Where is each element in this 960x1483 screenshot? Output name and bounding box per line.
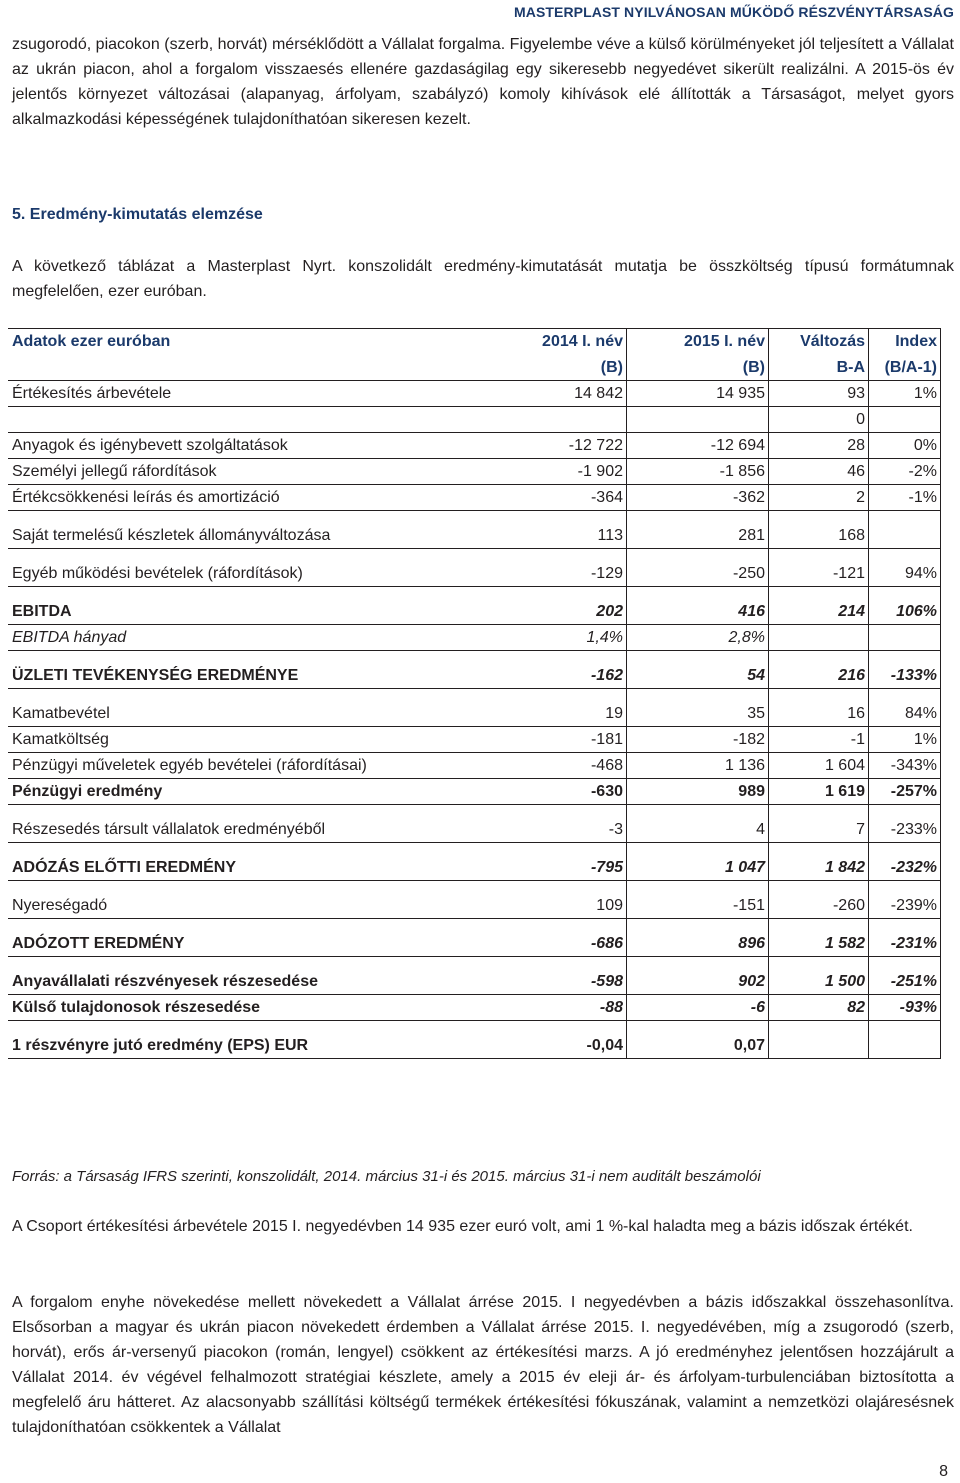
header-cell-2014: 2014 I. név [485,329,627,355]
row-value-cell: -181 [485,727,627,753]
table-row [9,753,941,779]
row-value-cell: 1,4% [485,625,627,651]
row-value-cell: 4 [627,817,769,843]
spacer-cell [769,843,869,855]
spacer-cell [485,881,627,893]
table-row [9,817,941,843]
table-row [9,931,941,957]
spacer-cell [769,805,869,817]
spacer-cell [485,805,627,817]
spacer-cell [485,919,627,931]
row-value-cell: -231% [869,931,941,957]
row-value-cell: 1 582 [769,931,869,957]
row-value-cell: 0 [769,407,869,433]
spacer-cell [627,587,769,599]
row-label-cell: Nyereségadó [9,893,485,919]
row-value-cell: 2 [769,485,869,511]
table-subheader-row [9,355,941,381]
row-label-cell: Értékcsökkenési leírás és amortizáció [9,485,485,511]
row-value-cell: -364 [485,485,627,511]
row-value-cell: 896 [627,931,769,957]
row-value-cell: -12 722 [485,433,627,459]
row-value-cell: -251% [869,969,941,995]
row-value-cell: -1 856 [627,459,769,485]
intro-paragraph: zsugorodó, piacokon (szerb, horvát) mérséklődött a Vállalat forgalma. Figyelembe véve a külső körülményeket jól teljesített a Vállalat az ukrán piacon, ahol a forgalom visszaesés ellenére gazdaságilag egy sikeresebb negyedévet sikerült realizálni. A 2015-ös év jelentős környezet változásai (alapanyag, árfolyam, szabályzó) komoly kihívások elé állították a Társaságot, melyet gyors alkalmazkodási képességének tulajdoníthatóan sikeresen kezelt. [12,36,954,128]
spacer-cell [869,587,941,599]
row-label-cell [9,407,485,433]
spacer-cell [485,957,627,969]
row-label-cell: Kamatköltség [9,727,485,753]
section-title: 5. Eredmény-kimutatás elemzése [12,206,263,223]
spacer-cell [769,549,869,561]
row-value-cell: -6 [627,995,769,1021]
row-value-cell: 902 [627,969,769,995]
spacer-cell [9,805,485,817]
spacer-cell [627,843,769,855]
section-lead-paragraph: A következő táblázat a Masterplast Nyrt. konszolidált eredmény-kimutatását mutatja be összköltség típusú formátumnak megfelelően, ezer euróban. [12,258,954,300]
source-note: Forrás: a Társaság IFRS szerinti, konszolidált, 2014. március 31-i és 2015. március 31-i nem auditált beszámolói [12,1168,761,1185]
row-label-cell: EBITDA hányad [9,625,485,651]
row-value-cell: -795 [485,855,627,881]
header-cell-2015: 2015 I. név [627,329,769,355]
row-label-cell: EBITDA [9,599,485,625]
table-row [9,779,941,805]
table-row [9,663,941,689]
spacer-cell [485,1021,627,1033]
header-cell-label: Adatok ezer euróban [9,329,485,355]
row-label-cell: Pénzügyi műveletek egyéb bevételei (ráfordításai) [9,753,485,779]
spacer-cell [9,651,485,663]
row-value-cell: -260 [769,893,869,919]
row-value-cell: 54 [627,663,769,689]
spacer-cell [869,881,941,893]
row-label-cell: ADÓZÁS ELŐTTI EREDMÉNY [9,855,485,881]
table-row [9,459,941,485]
spacer-cell [869,511,941,523]
row-value-cell: 14 842 [485,381,627,407]
spacer-row [9,843,941,855]
row-label-cell: Saját termelésű készletek állományváltozása [9,523,485,549]
row-value-cell: 1 500 [769,969,869,995]
table-row [9,969,941,995]
spacer-cell [485,587,627,599]
table-body [9,381,941,1059]
spacer-cell [769,881,869,893]
row-value-cell: 989 [627,779,769,805]
row-value-cell: 202 [485,599,627,625]
row-value-cell [627,407,769,433]
row-value-cell: 2,8% [627,625,769,651]
spacer-row [9,1021,941,1033]
table-row [9,561,941,587]
spacer-cell [627,881,769,893]
spacer-row [9,957,941,969]
row-value-cell: -129 [485,561,627,587]
spacer-cell [769,689,869,701]
spacer-cell [485,549,627,561]
row-value-cell: 1% [869,727,941,753]
row-value-cell: 168 [769,523,869,549]
row-value-cell: 416 [627,599,769,625]
spacer-cell [869,957,941,969]
spacer-row [9,881,941,893]
row-value-cell: 216 [769,663,869,689]
spacer-cell [769,651,869,663]
row-value-cell: 16 [769,701,869,727]
row-value-cell [869,523,941,549]
spacer-cell [485,511,627,523]
spacer-cell [627,957,769,969]
row-value-cell: 0% [869,433,941,459]
row-label-cell: ADÓZOTT EREDMÉNY [9,931,485,957]
table-row [9,485,941,511]
row-label-cell: Anyavállalati részvényesek részesedése [9,969,485,995]
spacer-row [9,689,941,701]
spacer-cell [869,805,941,817]
spacer-cell [627,511,769,523]
spacer-cell [9,843,485,855]
spacer-cell [9,511,485,523]
subheader-cell: (B/A-1) [869,355,941,381]
row-label-cell: Kamatbevétel [9,701,485,727]
spacer-row [9,511,941,523]
row-value-cell: 7 [769,817,869,843]
row-value-cell: 1 604 [769,753,869,779]
row-label-cell: 1 részvényre jutó eredmény (EPS) EUR [9,1033,485,1059]
row-label-cell: Külső tulajdonosok részesedése [9,995,485,1021]
row-value-cell: 84% [869,701,941,727]
spacer-cell [9,957,485,969]
row-value-cell: -343% [869,753,941,779]
spacer-row [9,549,941,561]
row-value-cell: 106% [869,599,941,625]
row-value-cell: -233% [869,817,941,843]
row-value-cell: -182 [627,727,769,753]
spacer-cell [869,843,941,855]
row-value-cell: 94% [869,561,941,587]
row-label-cell: Személyi jellegű ráfordítások [9,459,485,485]
table-row [9,599,941,625]
row-value-cell: -133% [869,663,941,689]
row-value-cell: 1% [869,381,941,407]
row-value-cell: 93 [769,381,869,407]
row-label-cell: Részesedés társult vállalatok eredményéből [9,817,485,843]
row-value-cell: -598 [485,969,627,995]
row-value-cell: -93% [869,995,941,1021]
spacer-cell [627,651,769,663]
row-value-cell: -12 694 [627,433,769,459]
spacer-cell [9,881,485,893]
spacer-cell [9,919,485,931]
row-label-cell: Értékesítés árbevétele [9,381,485,407]
row-value-cell: -3 [485,817,627,843]
subheader-cell: B-A [769,355,869,381]
spacer-cell [869,651,941,663]
row-value-cell: -2% [869,459,941,485]
page-number: 8 [939,1463,948,1480]
subheader-cell [9,355,485,381]
table-row [9,381,941,407]
row-value-cell: 1 136 [627,753,769,779]
table-header-row [9,329,941,355]
table-row [9,893,941,919]
row-value-cell: 14 935 [627,381,769,407]
row-value-cell: -0,04 [485,1033,627,1059]
table-row [9,727,941,753]
row-value-cell: -630 [485,779,627,805]
row-value-cell [869,625,941,651]
revenue-paragraph: A Csoport értékesítési árbevétele 2015 I. negyedévben 14 935 ezer euró volt, ami 1 %-kal haladta meg a bázis időszak értékét. [12,1218,913,1235]
header-cell-index: Index [869,329,941,355]
row-value-cell: 281 [627,523,769,549]
spacer-cell [869,1021,941,1033]
spacer-cell [769,587,869,599]
table-row [9,855,941,881]
table-row [9,995,941,1021]
row-value-cell: -1 902 [485,459,627,485]
income-statement-table [8,328,941,1059]
spacer-row [9,587,941,599]
row-value-cell: 19 [485,701,627,727]
margin-paragraph: A forgalom enyhe növekedése mellett növekedett a Vállalat árrése 2015. I negyedévben a bázis időszakkal összehasonlítva. Elsősorban a magyar és ukrán piacon növekedett érdemben a Vállalat árrése 2015. I. negyedévében, míg a zsugorodó (szerb, horvát), erős ár-versenyű piacokon (román, lengyel) csökkent az értékesítési marzs. A jó eredményhez jelentősen hozzájárult a Vállalat 2014. év végével felhalmozott stratégiai készlete, amely a 2015 év eleji ár- és árfolyam-turbulenciában biztosította a megfelelő áru hátteret. Az alacsonyabb szállítási költségű termékek értékesítési fókuszának, valamint a nemzetközi olajáresésnek tulajdoníthatóan csökkentek a Vállalat [12,1294,954,1436]
spacer-cell [485,843,627,855]
row-value-cell: 82 [769,995,869,1021]
spacer-cell [769,511,869,523]
table-row [9,407,941,433]
spacer-cell [627,805,769,817]
subheader-cell: (B) [627,355,769,381]
row-value-cell: -257% [869,779,941,805]
row-value-cell: 214 [769,599,869,625]
row-value-cell: -239% [869,893,941,919]
row-value-cell: -1 [769,727,869,753]
spacer-cell [9,689,485,701]
row-value-cell: 109 [485,893,627,919]
row-label-cell: Anyagok és igénybevett szolgáltatások [9,433,485,459]
table-row [9,1033,941,1059]
subheader-cell: (B) [485,355,627,381]
row-value-cell [869,1033,941,1059]
row-value-cell: -686 [485,931,627,957]
row-label-cell: Egyéb működési bevételek (ráfordítások) [9,561,485,587]
row-value-cell: -151 [627,893,769,919]
table-row [9,523,941,549]
spacer-cell [769,1021,869,1033]
spacer-cell [627,1021,769,1033]
spacer-cell [769,919,869,931]
row-value-cell: -468 [485,753,627,779]
row-value-cell: -121 [769,561,869,587]
row-value-cell: -250 [627,561,769,587]
row-value-cell: 46 [769,459,869,485]
row-value-cell: 35 [627,701,769,727]
spacer-cell [769,957,869,969]
spacer-cell [627,919,769,931]
spacer-row [9,651,941,663]
row-label-cell: Pénzügyi eredmény [9,779,485,805]
running-header: MASTERPLAST NYILVÁNOSAN MŰKÖDŐ RÉSZVÉNYTÁRSASÁG [513,4,954,20]
spacer-cell [627,549,769,561]
spacer-cell [485,689,627,701]
row-value-cell: -232% [869,855,941,881]
table-row [9,625,941,651]
row-value-cell: -88 [485,995,627,1021]
row-value-cell: 1 619 [769,779,869,805]
spacer-row [9,919,941,931]
row-value-cell: 1 047 [627,855,769,881]
spacer-cell [9,549,485,561]
row-value-cell [769,1033,869,1059]
row-value-cell: -1% [869,485,941,511]
row-value-cell: -162 [485,663,627,689]
spacer-cell [9,1021,485,1033]
table-row [9,701,941,727]
row-value-cell: -362 [627,485,769,511]
row-label-cell: ÜZLETI TEVÉKENYSÉG EREDMÉNYE [9,663,485,689]
spacer-cell [869,549,941,561]
row-value-cell: 0,07 [627,1033,769,1059]
row-value-cell [869,407,941,433]
header-cell-change: Változás [769,329,869,355]
spacer-cell [869,689,941,701]
spacer-cell [869,919,941,931]
row-value-cell [769,625,869,651]
spacer-row [9,805,941,817]
spacer-cell [485,651,627,663]
spacer-cell [627,689,769,701]
row-value-cell: 28 [769,433,869,459]
spacer-cell [9,587,485,599]
table-row [9,433,941,459]
row-value-cell: 1 842 [769,855,869,881]
row-value-cell: 113 [485,523,627,549]
row-value-cell [485,407,627,433]
